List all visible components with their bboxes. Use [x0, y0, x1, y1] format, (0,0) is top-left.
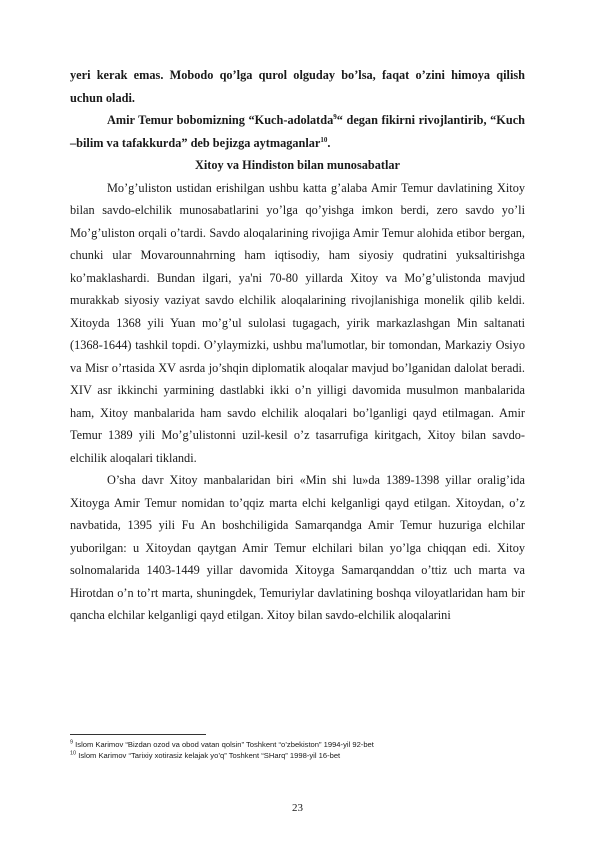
- quote-text-c: .: [327, 135, 331, 150]
- footnote-ref-9: 9: [333, 112, 337, 121]
- body-paragraph: Mo’g’uliston ustidan erishilgan ushbu katta g’alaba Amir Temur davlatining Xitoy bilan savdo-elchilik munosabatlarini yo’lga qo’yishga imkon berdi, zero savdo yo’li Mo’g’uliston orqali o’tardi. Savdo aloqalarining rivojiga Amir Temur alohida etibor bergan, chunki ular Movarounnahrning ham iqtisodiy, ham siyosiy qudratini yuksaltirishga ko’maklashardi. Bundan ilgari, ya'ni 70-80 yillarda Xitoy va Mo’g’ulistonda mavjud murakkab siyosiy vaziyat savdo elchilik aloqalarining rivojlanishiga monelik qilib keldi. Xitoyda 1368 yili Yuan mo’g’ul sulolasi tugagach, yirik markazlashgan Min saltanati (1368-1644) tashkil topdi. O’ylaymizki, ushbu ma'lumotlar, bir tomondan, Markaziy Osiyo va Misr o’rtasida XV asrda jo’shqin diplomatik aloqalar mavjud bo’lganidan dalolat beradi. XIV asr ikkinchi yarmining dastlabki ikki o’n yilligi davomida musulmon manbalarida ham, Xitoy manbalarida ham savdo elchilik aloqalari bo’lganligi qayd etilmagan. Amir Temur 1389 yili Mo’g’ulistonni uzil-kesil o’z tasarrufiga kiritgach, Xitoy bilan savdo-elchilik aloqalari tiklandi.: [70, 180, 525, 465]
- footnote-9: [70, 739, 525, 750]
- quote-text-b: “ degan fikirni rivojlantirib, “Kuch –bilim va tafakkurda” deb bejizga aytmaganlar: [70, 113, 525, 150]
- footnote-text: Islom Karimov “Bizdan ozod va obod vatan qolsin” Toshkent “o’zbekiston” 1994-yil 92-bet: [73, 740, 374, 749]
- body-paragraph: O’sha davr Xitoy manbalaridan biri «Min shi lu»da 1389-1398 yillar oralig’ida Xitoyga Amir Temur nomidan to’qqiz marta elchi kelganligi qayd etilgan. Xitoydan, o’z navbatida, 1395 yili Fu An boshchiligida Samarqandga Amir Temur huzuriga elchilar yuborilgan: u Xitoydan qaytgan Amir Temur elchilari bilan yo’lga chiqqan edi. Xitoy solnomalarida 1403-1449 yillar davomida Xitoyga Samarqanddan o’ttiz uch marta va Hirotdan o’n to’rt marta, shuningdek, Temuriylar davlatining boshqa viloyatlaridan ham bir qancha elchilar kelganligi qayd etilgan. Xitoy bilan savdo-elchilik aloqalarini: [70, 473, 525, 622]
- footnote-divider: [70, 734, 206, 735]
- footnotes: [70, 734, 525, 761]
- section-heading: Xitoy va Hindiston bilan munosabatlar: [195, 158, 400, 172]
- footnote-10: [70, 750, 525, 761]
- quote-text-a: Amir Temur bobomizning “Kuch-adolatda: [107, 113, 334, 127]
- intro-paragraph: yeri kerak emas. Mobodo qo’lga qurol olguday bo’lsa, faqat o’zini himoya qilish uchun oladi.: [70, 68, 525, 105]
- footnote-number: 9: [70, 739, 74, 746]
- footnote-number: 10: [70, 750, 77, 757]
- page-number: 23: [292, 802, 303, 814]
- footnote-text: Islom Karimov “Tarixiy xotirasiz kelajak yo’q” Toshkent “SHarq” 1998-yil 16-bet: [76, 751, 341, 760]
- document-body: [70, 64, 525, 627]
- quote-paragraph: [70, 109, 525, 154]
- footnote-ref-10: 10: [320, 135, 328, 144]
